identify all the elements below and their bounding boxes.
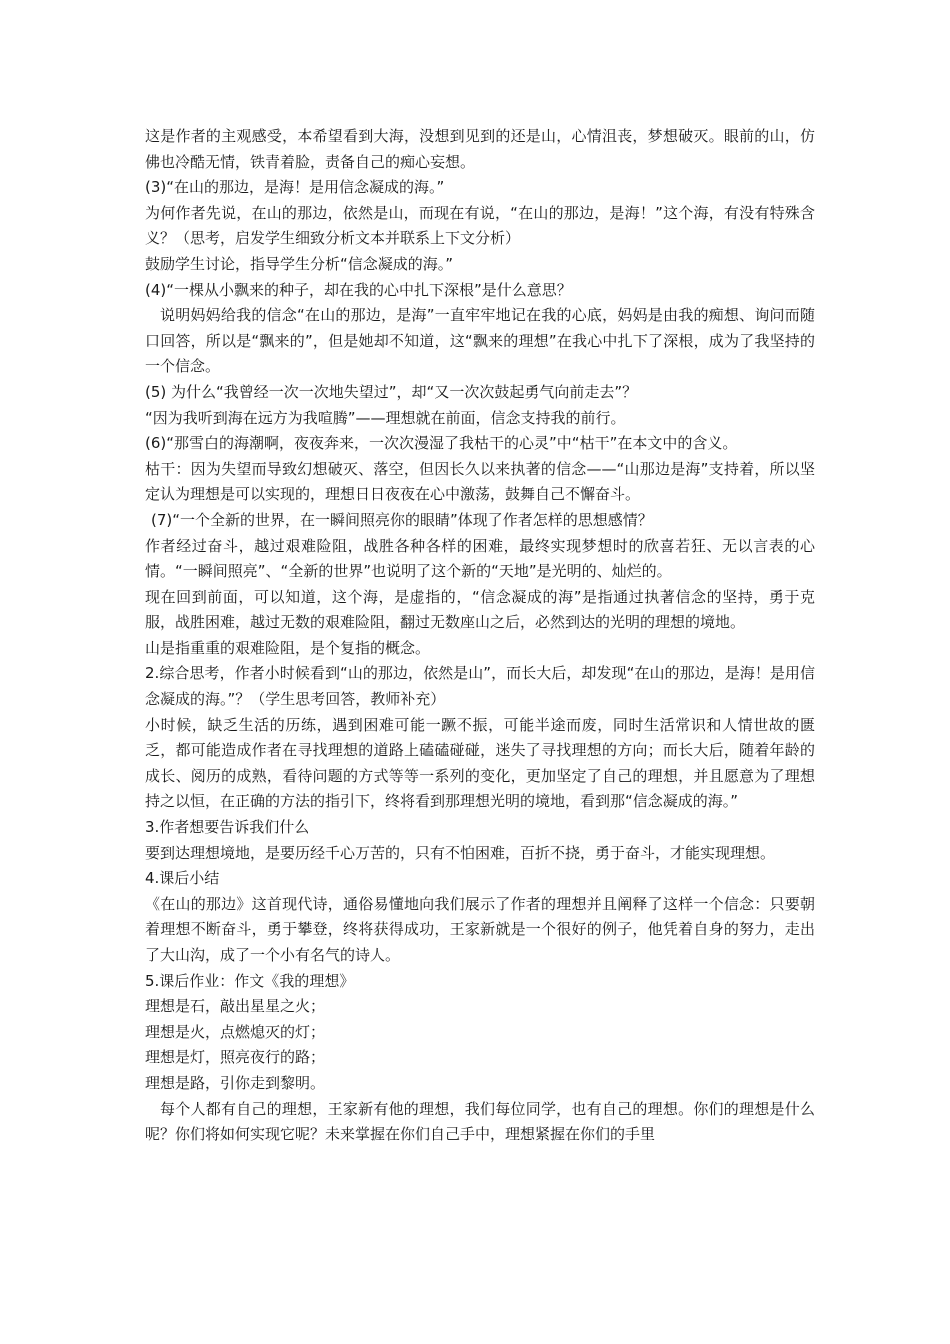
paragraph: 为何作者先说，在山的那边，依然是山，而现在有说，“在山的那边，是海！”这个海，有没有特殊含义？（思考，启发学生细致分析文本并联系上下文分析）: [145, 203, 815, 248]
poem-line: 理想是路，引你走到黎明。: [145, 1073, 326, 1092]
paragraph: 每个人都有自己的理想，王家新有他的理想，我们每位同学，也有自己的理想。你们的理想是什么呢？你们将如何实现它呢？未来掌握在你们自己手中，理想紧握在你们的手里: [145, 1099, 815, 1144]
section-heading: 3.作者想要告诉我们什么: [145, 818, 310, 837]
question-heading: (7)“一个全新的世界，在一瞬间照亮你的眼睛”体现了作者怎样的思想感情？: [151, 510, 653, 529]
section-heading: 4.课后小结: [145, 869, 220, 888]
paragraph: 枯干：因为失望而导致幻想破灭、落空，但因长久以来执著的信念——“山那边是海”支持着，所以坚定认为理想是可以实现的，理想日日夜夜在心中激荡，鼓舞自己不懈奋斗。: [145, 459, 815, 504]
question-heading: (3)“在山的那边，是海！是用信念凝成的海。”: [145, 178, 445, 197]
paragraph: 现在回到前面，可以知道，这个海，是虚指的，“信念凝成的海”是指通过执著信念的坚持，勇于克服，战胜困难，越过无数的艰难险阻，翻过无数座山之后，必然到达的光明的理想的境地。: [145, 587, 815, 632]
section-heading: 2.综合思考，作者小时候看到“山的那边，依然是山”，而长大后，却发现“在山的那边，是海！是用信念凝成的海。”？（学生思考回答，教师补充）: [145, 664, 815, 709]
question-heading: (4)“一棵从小飘来的种子，却在我的心中扎下深根”是什么意思？: [145, 280, 572, 299]
paragraph: 小时候，缺乏生活的历练，遇到困难可能一蹶不振，可能半途而废，同时生活常识和人情世故的匮乏，都可能造成作者在寻找理想的道路上磕磕碰碰，迷失了寻找理想的方向；而长大后，随着年龄的成长、阅历的成熟，看待问题的方式等等一系列的变化，更加坚定了自己的理想，并且愿意为了理想持之以恒，在正确的方法的指引下，终将看到那理想光明的境地，看到那“信念凝成的海。”: [145, 715, 815, 811]
paragraph: 山是指重重的艰难险阻，是个复指的概念。: [145, 638, 431, 657]
poem-line: 理想是火，点燃熄灭的灯；: [145, 1022, 326, 1041]
poem-line: 理想是石，敲出星星之火；: [145, 997, 326, 1016]
paragraph: 说明妈妈给我的信念“在山的那边，是海”一直牢牢地记在我的心底，妈妈是由我的痴想、询问而随口回答，所以是“飘来的”，但是她却不知道，这“飘来的理想”在我心中扎下了深根，成为了我坚持的一个信念。: [145, 306, 815, 376]
paragraph: 要到达理想境地，是要历经千心万苦的，只有不怕困难，百折不挠，勇于奋斗，才能实现理想。: [145, 843, 776, 862]
paragraph: “因为我听到海在远方为我喧腾”——理想就在前面，信念支持我的前行。: [145, 408, 626, 427]
paragraph: 鼓励学生讨论，指导学生分析“信念凝成的海。”: [145, 254, 454, 273]
section-heading: 5.课后作业：作文《我的理想》: [145, 971, 355, 990]
paragraph: 这是作者的主观感受，本希望看到大海，没想到见到的还是山，心情沮丧，梦想破灭。眼前的山，仿佛也冷酷无情，铁青着脸，责备自己的痴心妄想。: [145, 127, 815, 171]
paragraph: 《在山的那边》这首现代诗，通俗易懂地向我们展示了作者的理想并且阐释了这样一个信念：只要朝着理想不断奋斗，勇于攀登，终将获得成功，王家新就是一个很好的例子，他凭着自身的努力，走出了大山沟，成了一个小有名气的诗人。: [145, 894, 815, 964]
poem-line: 理想是灯，照亮夜行的路；: [145, 1048, 326, 1067]
question-heading: (5) 为什么“我曾经一次一次地失望过”，却“又一次次鼓起勇气向前走去”？: [145, 382, 638, 401]
document-body: [145, 124, 815, 1148]
paragraph: 作者经过奋斗，越过艰难险阻，战胜各种各样的困难，最终实现梦想时的欣喜若狂、无以言表的心情。“一瞬间照亮”、“全新的世界”也说明了这个新的“天地”是光明的、灿烂的。: [145, 536, 815, 581]
question-heading: (6)“那雪白的海潮啊，夜夜奔来，一次次漫湿了我枯干的心灵”中“枯干”在本文中的含义。: [145, 434, 738, 453]
